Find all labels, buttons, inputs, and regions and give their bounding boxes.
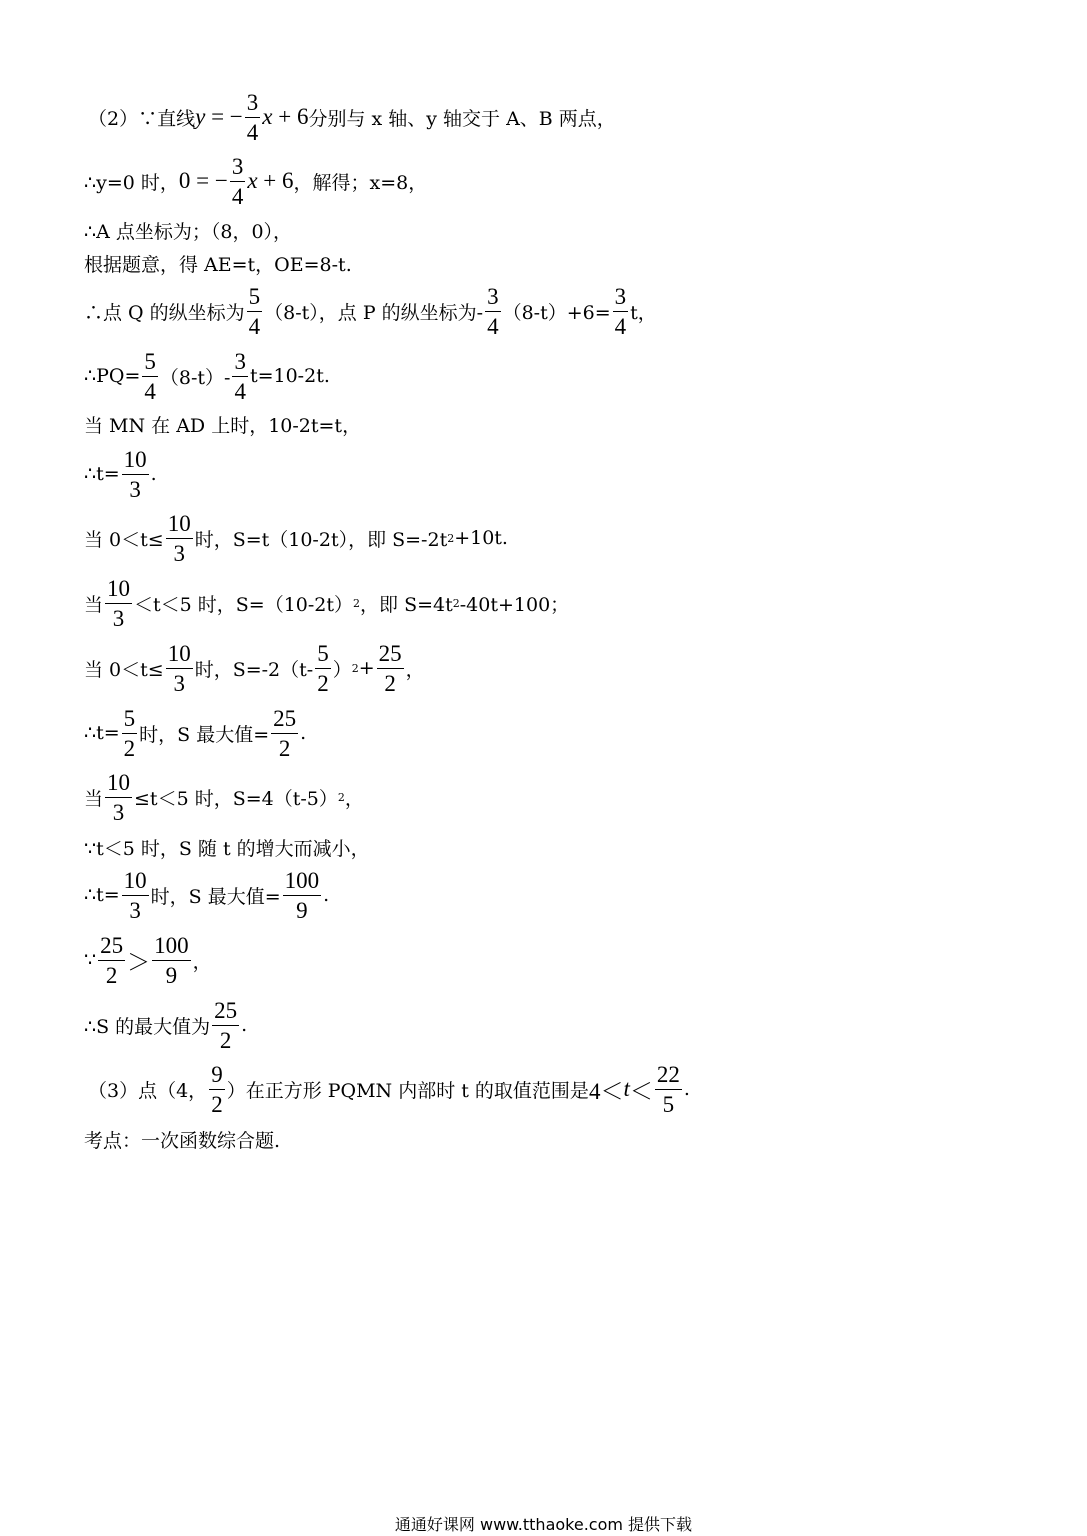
solution-line-9 bbox=[84, 508, 508, 568]
fraction: $\frac{3}{4}$ bbox=[614, 283, 627, 339]
math-x: x bbox=[262, 104, 273, 129]
math-gt: ＞ bbox=[127, 949, 151, 975]
fraction: $\frac{10}{3}$ bbox=[167, 640, 191, 696]
text: +10t. bbox=[454, 527, 508, 549]
text: ，解得；x=8， bbox=[293, 171, 428, 194]
text: 根据题意，得 AE=t，OE=8-t. bbox=[84, 253, 352, 276]
text: t=10-2t. bbox=[249, 365, 330, 387]
solution-line-12 bbox=[84, 703, 306, 763]
text: 当 bbox=[84, 593, 104, 616]
text: 时，S 最大值= bbox=[139, 723, 270, 746]
fraction: $\frac{3}{4}$ bbox=[234, 348, 246, 404]
fraction: $\frac{25}{2}$ bbox=[214, 997, 238, 1053]
text: ∴点 Q 的纵坐标为 bbox=[84, 301, 245, 324]
text: （2）∵直线 bbox=[88, 107, 196, 130]
solution-line-17 bbox=[84, 995, 247, 1055]
math-lt: ＜ bbox=[629, 1078, 653, 1104]
text: 当 0＜t≤ bbox=[84, 528, 164, 551]
text: . bbox=[323, 884, 330, 906]
fraction: $\frac{100}{9}$ bbox=[154, 932, 189, 988]
fraction: $\frac{5}{4}$ bbox=[144, 348, 156, 404]
fraction: $\frac{10}{3}$ bbox=[167, 510, 191, 566]
solution-line-19 bbox=[84, 1109, 280, 1169]
fraction: $\frac{25}{2}$ bbox=[378, 640, 402, 696]
text: 分别与 x 轴、y 轴交于 A、B 两点， bbox=[308, 107, 616, 130]
fraction: $\frac{5}{2}$ bbox=[317, 640, 329, 696]
fraction: $\frac{3}{4}$ bbox=[231, 153, 244, 209]
math-rest: + 6 bbox=[257, 168, 294, 193]
text: ∴PQ= bbox=[84, 365, 141, 387]
text: ∴t= bbox=[84, 463, 120, 485]
fraction: $\frac{22}{5}$ bbox=[656, 1061, 680, 1117]
text: ≤t＜5 时，S=4（t-5） bbox=[134, 787, 338, 810]
math-t: t bbox=[623, 1076, 630, 1101]
math-x: x bbox=[247, 168, 258, 193]
solution-line-10 bbox=[84, 573, 569, 633]
text: ， bbox=[405, 658, 425, 681]
text: ∴S 的最大值为 bbox=[84, 1015, 211, 1038]
fraction: $\frac{10}{3}$ bbox=[107, 769, 131, 825]
fraction: $\frac{25}{2}$ bbox=[273, 705, 297, 761]
superscript: 2 bbox=[452, 596, 460, 610]
fraction: $\frac{9}{2}$ bbox=[211, 1061, 223, 1117]
text: 当 0＜t≤ bbox=[84, 658, 164, 681]
superscript: 2 bbox=[353, 596, 361, 610]
fraction: $\frac{10}{3}$ bbox=[123, 867, 147, 923]
text: t， bbox=[630, 301, 657, 324]
solution-line-15 bbox=[84, 865, 329, 925]
text: 当 bbox=[84, 787, 104, 810]
text: ， bbox=[344, 787, 364, 810]
solution-line-11 bbox=[84, 638, 425, 698]
text: . bbox=[683, 1078, 690, 1100]
knowledge-point: 考点：一次函数综合题. bbox=[84, 1129, 281, 1152]
superscript: 2 bbox=[337, 790, 345, 804]
solution-line-8 bbox=[84, 444, 157, 504]
text: 时，S=-2（t- bbox=[194, 658, 314, 681]
superscript: 2 bbox=[351, 661, 359, 675]
text: ∵ bbox=[84, 949, 97, 971]
text: ∴t= bbox=[84, 884, 120, 906]
text: ，即 S=4t bbox=[360, 593, 453, 616]
text: ∴y=0 时， bbox=[84, 171, 179, 194]
fraction: $\frac{3}{4}$ bbox=[246, 89, 259, 145]
text: 当 MN 在 AD 上时，10-2t=t， bbox=[84, 414, 362, 437]
text: （8-t）+6= bbox=[502, 301, 611, 324]
fraction: $\frac{10}{3}$ bbox=[107, 575, 131, 631]
solution-line-16 bbox=[84, 930, 212, 990]
fraction: $\frac{10}{3}$ bbox=[123, 446, 147, 502]
text: . bbox=[241, 1014, 248, 1036]
text: ∵t＜5 时，S 随 t 的增大而减小， bbox=[84, 837, 370, 860]
solution-line-1 bbox=[88, 87, 616, 147]
math-lhs: 0 = − bbox=[178, 168, 228, 193]
text: （3）点（4， bbox=[88, 1079, 208, 1102]
text: . bbox=[150, 463, 157, 485]
text: 时，S 最大值= bbox=[150, 885, 281, 908]
text: . bbox=[300, 722, 307, 744]
text: ∴t= bbox=[84, 722, 120, 744]
text: ＜t＜5 时，S=（10-2t） bbox=[134, 593, 354, 616]
text: （8-t），点 P 的纵坐标为- bbox=[264, 301, 484, 324]
fraction: $\frac{3}{4}$ bbox=[487, 283, 499, 339]
math-rest: + 6 bbox=[272, 104, 309, 129]
math-y: y bbox=[195, 104, 206, 129]
fraction: $\frac{5}{4}$ bbox=[248, 283, 261, 339]
text: ）在正方形 PQMN 内部时 t 的取值范围是 bbox=[226, 1079, 589, 1102]
fraction: $\frac{5}{2}$ bbox=[123, 705, 136, 761]
text: ， bbox=[192, 950, 212, 973]
text: ∴A 点坐标为；（8，0）， bbox=[84, 220, 293, 243]
fraction: $\frac{100}{9}$ bbox=[284, 867, 320, 923]
superscript: 2 bbox=[447, 531, 455, 545]
text: 时，S=t（10-2t），即 S=-2t bbox=[194, 528, 448, 551]
math-eq: = − bbox=[205, 104, 243, 129]
text: ） bbox=[332, 658, 352, 681]
text: （8-t）- bbox=[159, 366, 231, 389]
text: -40t+100； bbox=[459, 593, 570, 616]
page-footer: 通通好课网 www.tthaoke.com 提供下载 bbox=[394, 1515, 693, 1534]
text: + bbox=[358, 657, 375, 679]
solution-line-5 bbox=[84, 281, 657, 341]
math-range-start: 4＜ bbox=[588, 1078, 624, 1104]
fraction: $\frac{25}{2}$ bbox=[100, 932, 124, 988]
